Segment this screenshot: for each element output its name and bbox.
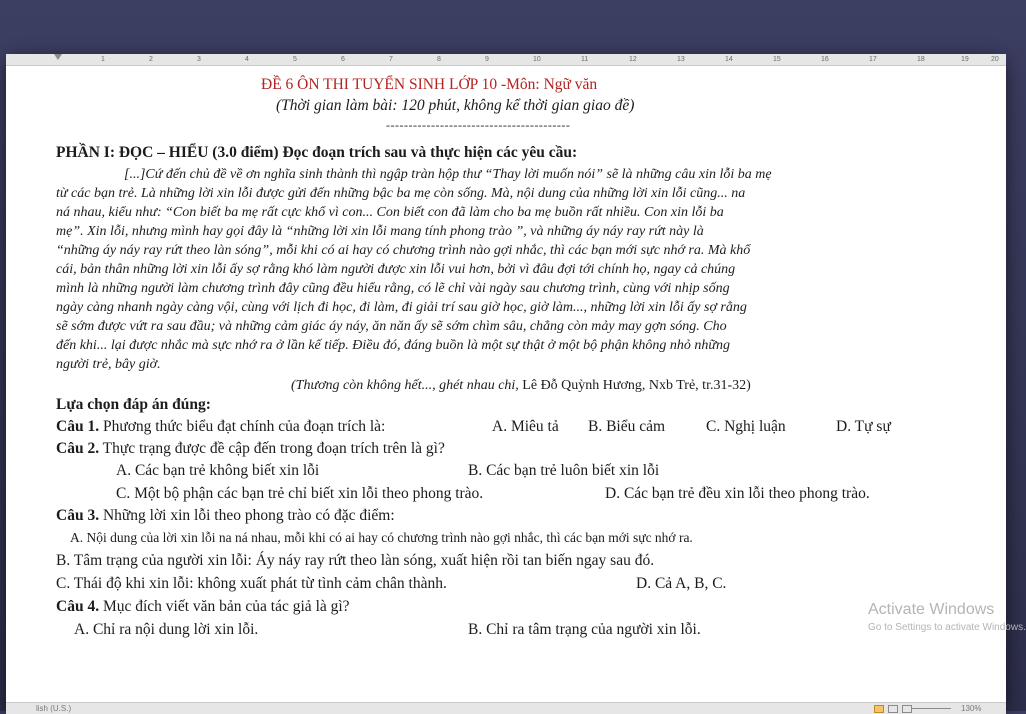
part1-instruction: Đọc đoạn trích sau và thực hiện các yêu cầu: bbox=[282, 144, 578, 161]
q1-option-a: A. Miêu tả bbox=[492, 418, 559, 435]
passage-line: đến khi... lại được nhắc mà sực nhớ ra ở lần kế tiếp. Điều đó, đáng buồn là một sự thật ở một bộ phận không nhỏ những bbox=[56, 338, 731, 353]
ruler-mark: 10 bbox=[533, 56, 541, 63]
ruler-mark: 20 bbox=[991, 56, 999, 63]
passage-line: ná nhau, kiểu như: “Con biết ba mẹ rất cực khổ vì con... Con biết con đã làm cho ba mẹ buồn rất nhiều. Con xin lỗi ba bbox=[56, 205, 724, 220]
question-label: Câu 2. bbox=[56, 440, 100, 457]
part1-heading-line bbox=[56, 144, 577, 162]
ruler-mark: 12 bbox=[629, 56, 637, 63]
question-label: Câu 4. bbox=[56, 598, 100, 615]
ruler-mark: 9 bbox=[485, 56, 489, 63]
web-layout-icon[interactable] bbox=[902, 705, 912, 713]
question-3 bbox=[56, 507, 395, 525]
print-layout-icon[interactable] bbox=[874, 705, 884, 713]
question-text: Mục đích viết văn bản của tác giả là gì? bbox=[99, 598, 350, 615]
document-page[interactable] bbox=[6, 66, 1026, 706]
word-document-window bbox=[6, 54, 1026, 714]
ruler-mark: 6 bbox=[341, 56, 345, 63]
ruler-mark: 3 bbox=[197, 56, 201, 63]
ruler-mark: 5 bbox=[293, 56, 297, 63]
ruler-mark: 18 bbox=[917, 56, 925, 63]
ruler-indent-marker-icon[interactable] bbox=[54, 54, 62, 60]
activate-windows-title: Activate Windows bbox=[868, 601, 995, 618]
question-4 bbox=[56, 598, 350, 616]
source-title: (Thương còn không hết..., ghét nhau chi, bbox=[291, 378, 519, 393]
q3-option-d: D. Cả A, B, C. bbox=[636, 575, 727, 592]
q4-option-a: A. Chỉ ra nội dung lời xin lỗi. bbox=[74, 621, 259, 638]
ruler-mark: 4 bbox=[245, 56, 249, 63]
q1-option-d: D. Tự sự bbox=[836, 418, 891, 435]
ruler-mark: 17 bbox=[869, 56, 877, 63]
zoom-slider[interactable] bbox=[911, 708, 951, 709]
passage-line: cái, bản thân những lời xin lỗi ấy sợ rằng khó làm người được xin lỗi vui hơn, bởi vì đâu đợi tới chính họ, ngay cả chúng bbox=[56, 262, 736, 277]
passage-line: [...]Cứ đến chủ đề về ơn nghĩa sinh thành thì ngập tràn hộp thư “Thay lời muốn nói” sẽ là những câu xin lỗi ba mẹ bbox=[124, 167, 772, 182]
divider-line: ----------------------------------------- bbox=[386, 118, 571, 132]
q3-option-c: C. Thái độ khi xin lỗi: không xuất phát từ tình cảm chân thành. bbox=[56, 575, 447, 592]
q2-option-a: A. Các bạn trẻ không biết xin lỗi bbox=[116, 462, 320, 479]
question-2 bbox=[56, 440, 445, 458]
passage-line: “những áy náy ray rứt theo làn sóng”, mỗi khi có ai hay có chương trình nào gợi nhắc, thì các bạn mới sực nhớ ra. Mà khổ bbox=[56, 243, 751, 258]
ruler-mark: 19 bbox=[961, 56, 969, 63]
q1-option-c: C. Nghị luận bbox=[706, 418, 786, 435]
full-screen-reading-icon[interactable] bbox=[888, 705, 898, 713]
q3-option-a: A. Nội dung của lời xin lỗi na ná nhau, mỗi khi có ai hay có chương trình nào gợi nhắc, thì các bạn mới sực nhớ ra. bbox=[70, 530, 693, 545]
source-citation bbox=[291, 376, 751, 395]
question-label: Câu 1. bbox=[56, 418, 100, 435]
passage-line: sẽ sớm được vứt ra sau đầu; và những cảm giác áy náy, ăn năn ấy sẽ sớm chìm sâu, chẳng còn mảy may gợn sóng. Cho bbox=[56, 319, 727, 334]
ruler-mark: 14 bbox=[725, 56, 733, 63]
part1-heading: PHẦN I: ĐỌC – HIỂU (3.0 điểm) bbox=[56, 144, 279, 161]
ruler-mark: 8 bbox=[437, 56, 441, 63]
language-indicator[interactable]: lish (U.S.) bbox=[36, 704, 72, 713]
question-text: Phương thức biểu đạt chính của đoạn trích là: bbox=[99, 418, 386, 435]
question-text: Những lời xin lỗi theo phong trào có đặc điểm: bbox=[99, 507, 395, 524]
passage-line: người trẻ, bây giờ. bbox=[56, 357, 161, 372]
q2-option-c: C. Một bộ phận các bạn trẻ chỉ biết xin lỗi theo phong trào. bbox=[116, 485, 484, 502]
source-author: Lê Đỗ Quỳnh Hương, Nxb Trẻ, tr.31-32) bbox=[518, 378, 751, 393]
horizontal-ruler[interactable] bbox=[6, 54, 1006, 66]
ruler-mark: 7 bbox=[389, 56, 393, 63]
ruler-mark: 16 bbox=[821, 56, 829, 63]
passage-line: mình là những người làm chương trình đây cũng đều hiểu rằng, có lẽ chỉ vài ngày sau chương trình, cùng với nhịp sống bbox=[56, 281, 730, 296]
q3-option-b: B. Tâm trạng của người xin lỗi: Áy náy ray rứt theo làn sóng, xuất hiện rồi tan biến ngay sau đó. bbox=[56, 552, 655, 569]
document-subtitle: (Thời gian làm bài: 120 phút, không kể thời gian giao đề) bbox=[276, 97, 635, 114]
choose-heading: Lựa chọn đáp án đúng: bbox=[56, 396, 211, 413]
zoom-level[interactable]: 130% bbox=[961, 704, 982, 713]
question-text: Thực trạng được đề cập đến trong đoạn trích trên là gì? bbox=[99, 440, 445, 457]
ruler-mark: 15 bbox=[773, 56, 781, 63]
activate-windows-subtitle[interactable]: Go to Settings to activate Windows. bbox=[868, 622, 1026, 633]
q1-option-b: B. Biểu cảm bbox=[588, 418, 666, 435]
question-1 bbox=[56, 418, 385, 436]
passage-line: từ các bạn trẻ. Là những lời xin lỗi được gửi đến những bậc ba mẹ còn sống. Mà, nội dung của những lời xin lỗi cũng... na bbox=[56, 186, 746, 201]
question-label: Câu 3. bbox=[56, 507, 100, 524]
q2-option-d: D. Các bạn trẻ đều xin lỗi theo phong trào. bbox=[605, 485, 870, 502]
q4-option-b: B. Chỉ ra tâm trạng của người xin lỗi. bbox=[468, 621, 701, 638]
ruler-mark: 13 bbox=[677, 56, 685, 63]
document-title: ĐỀ 6 ÔN THI TUYỂN SINH LỚP 10 -Môn: Ngữ văn bbox=[261, 76, 598, 93]
q2-option-b: B. Các bạn trẻ luôn biết xin lỗi bbox=[468, 462, 660, 479]
status-bar bbox=[6, 702, 1006, 714]
ruler-mark: 2 bbox=[149, 56, 153, 63]
passage-line: mẹ”. Xin lỗi, nhưng mình hay gọi đây là “những lời xin lỗi mang tính phong trào ”, và những áy náy ray rứt này là bbox=[56, 224, 704, 239]
ruler-mark: 1 bbox=[101, 56, 105, 63]
passage-line: ngày càng nhanh ngày càng vội, cùng với lịch đi học, đi làm, đi giải trí sau giờ học, giờ làm..., những lời xin lỗi ấy sợ rằng bbox=[56, 300, 747, 315]
ruler-mark: 11 bbox=[581, 56, 589, 63]
